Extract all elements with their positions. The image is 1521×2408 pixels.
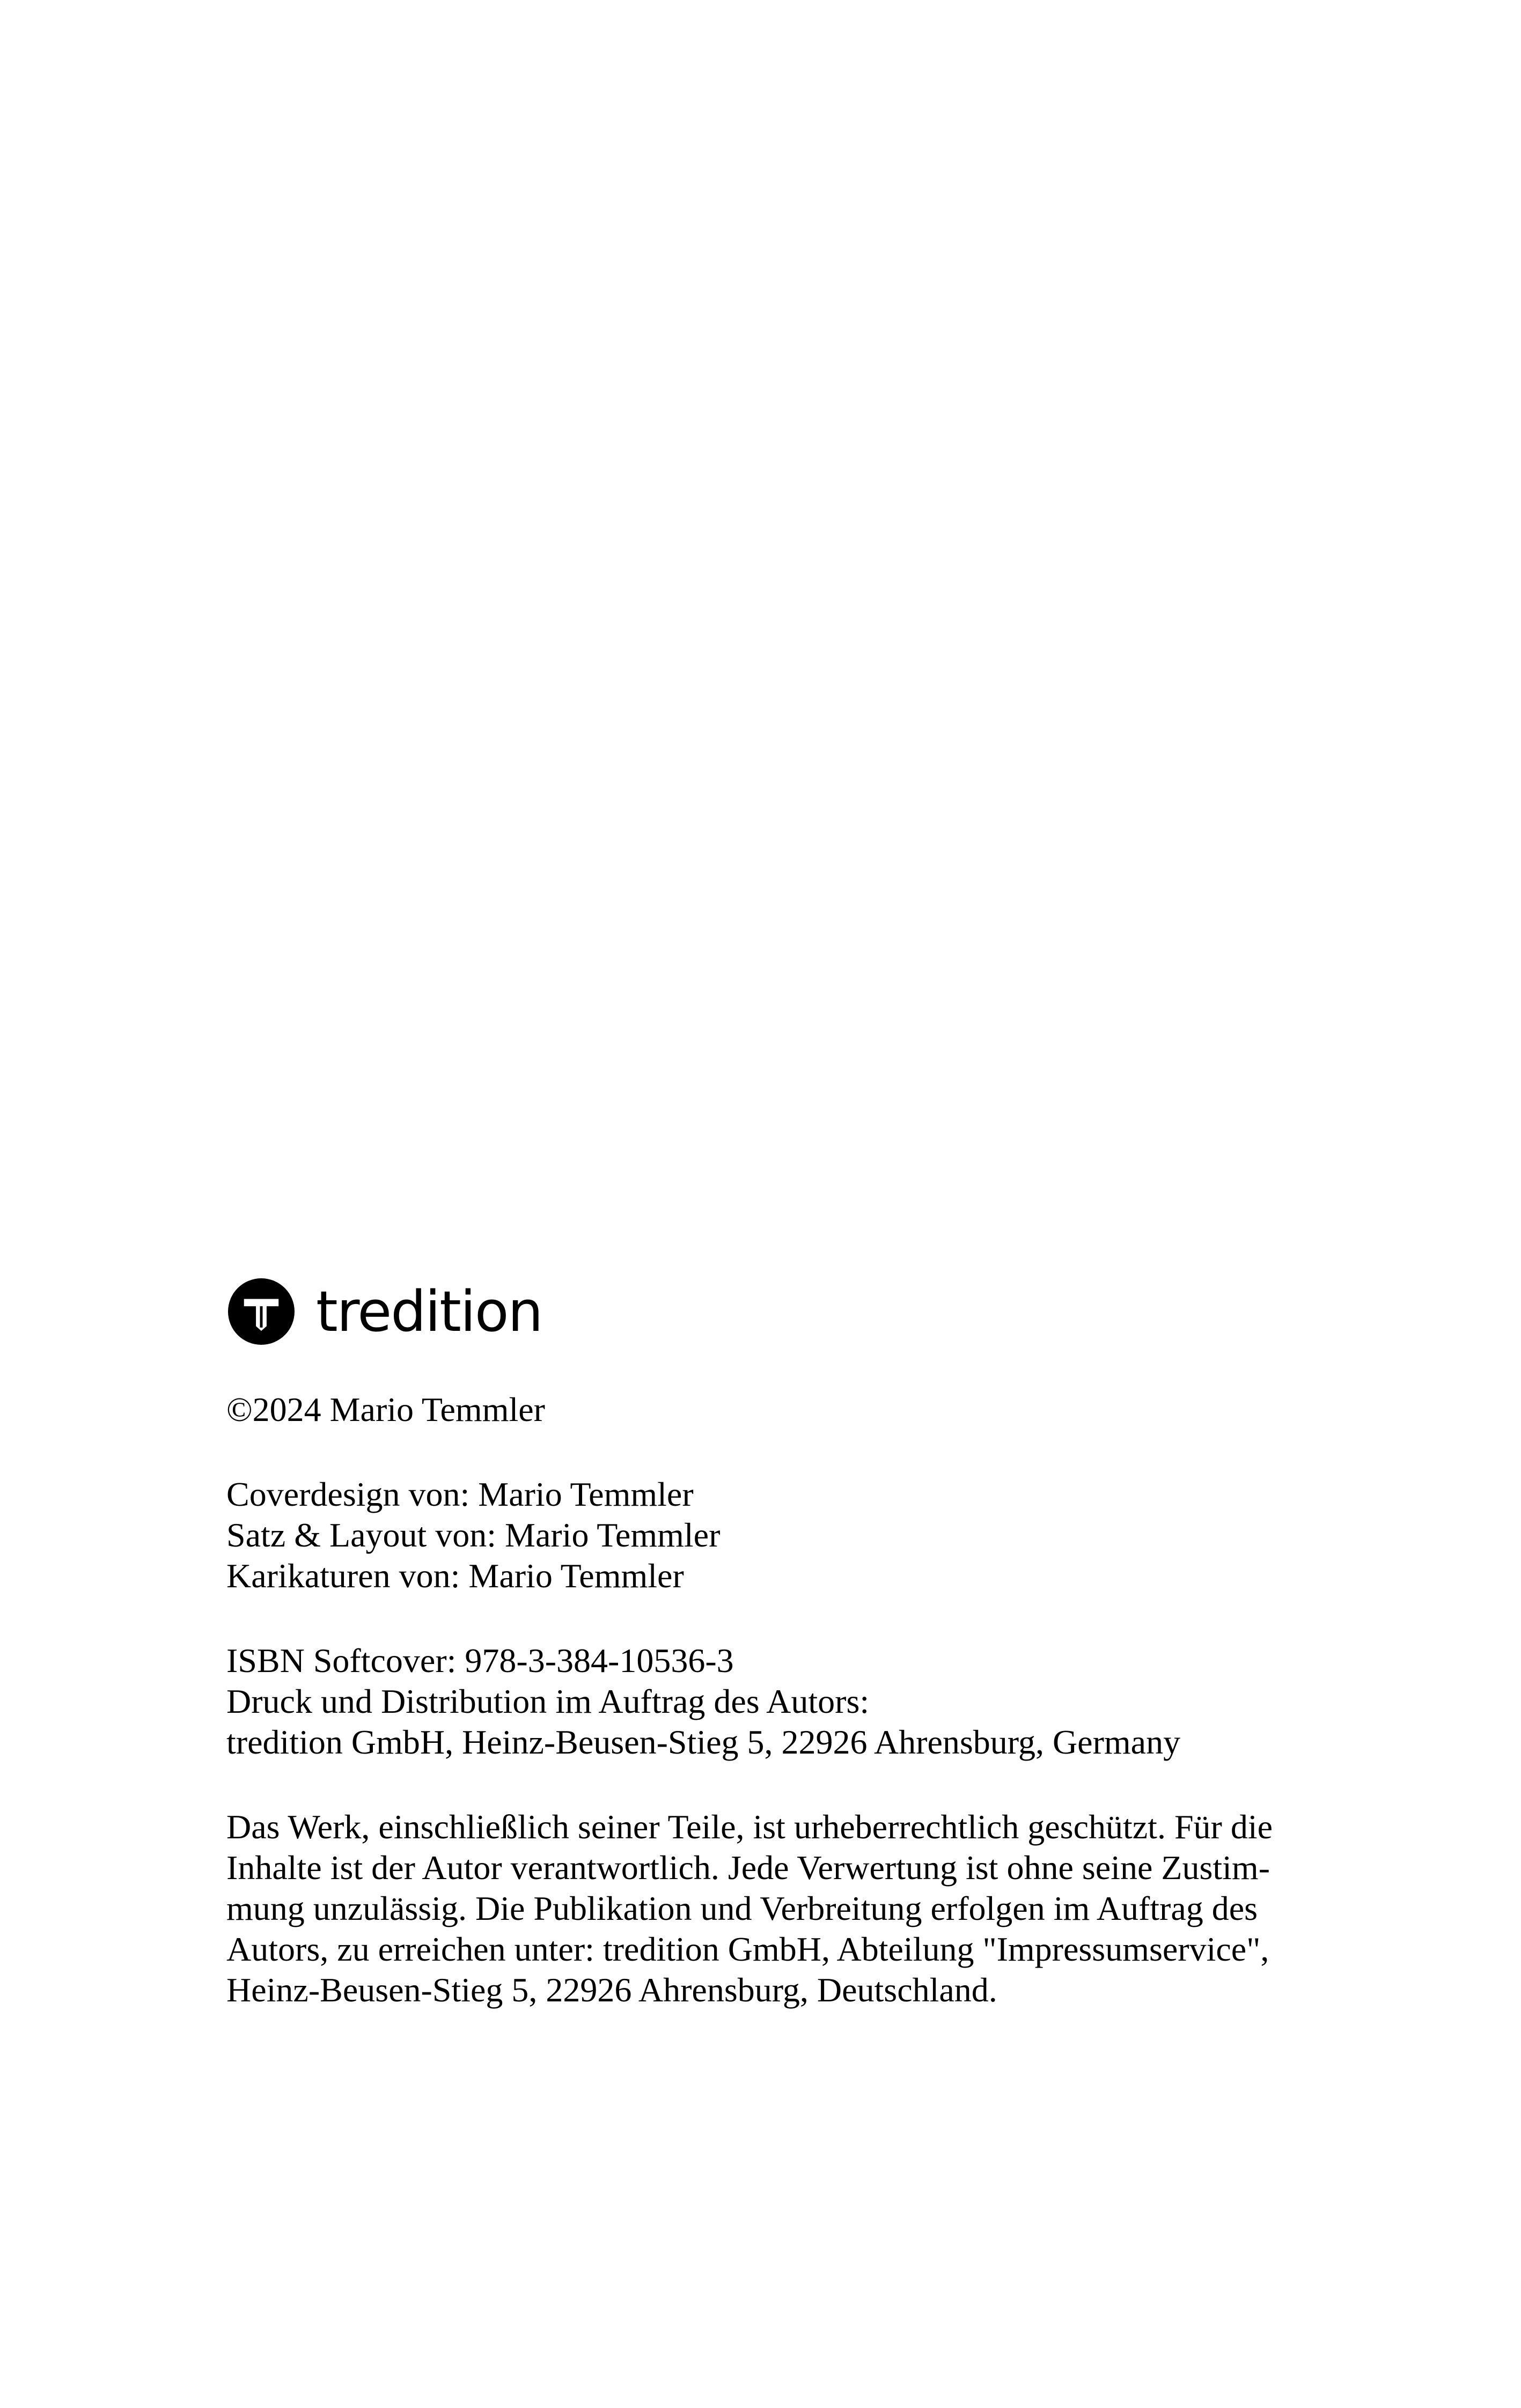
isbn-line: ISBN Softcover: 978-3-384-10536-3: [226, 1641, 734, 1680]
imprint-text: [226, 1389, 1326, 2011]
legal-line: Das Werk, einschließlich seiner Teile, ist urheberrechtlich geschützt. Für die: [226, 1808, 1273, 1846]
credit-line: Coverdesign von: Mario Temmler: [226, 1475, 694, 1513]
legal-line: mung unzulässig. Die Publikation und Verbreitung erfolgen im Auftrag des: [226, 1889, 1258, 1927]
tredition-logo-icon: [228, 1278, 295, 1345]
publisher-address-line: tredition GmbH, Heinz-Beusen-Stieg 5, 22926 Ahrensburg, Germany: [226, 1723, 1181, 1761]
publisher-wordmark: tredition: [316, 1279, 542, 1344]
credit-line: Karikaturen von: Mario Temmler: [226, 1557, 684, 1595]
credit-line: Satz & Layout von: Mario Temmler: [226, 1516, 721, 1554]
publication-block: [226, 1640, 1326, 1763]
legal-notice: [226, 1807, 1326, 2011]
legal-line: Autors, zu erreichen unter: tredition GmbH, Abteilung "Impressumservice",: [226, 1930, 1269, 1968]
legal-line: Inhalte ist der Autor verantwortlich. Jede Verwertung ist ohne seine Zustim-: [226, 1849, 1270, 1887]
copyright-line: ©2024 Mario Temmler: [226, 1390, 545, 1428]
publisher-logo: [228, 1277, 542, 1346]
distribution-line: Druck und Distribution im Auftrag des Autors:: [226, 1682, 870, 1720]
credits-block: [226, 1474, 1326, 1596]
legal-line: Heinz-Beusen-Stieg 5, 22926 Ahrensburg, Deutschland.: [226, 1971, 997, 2009]
